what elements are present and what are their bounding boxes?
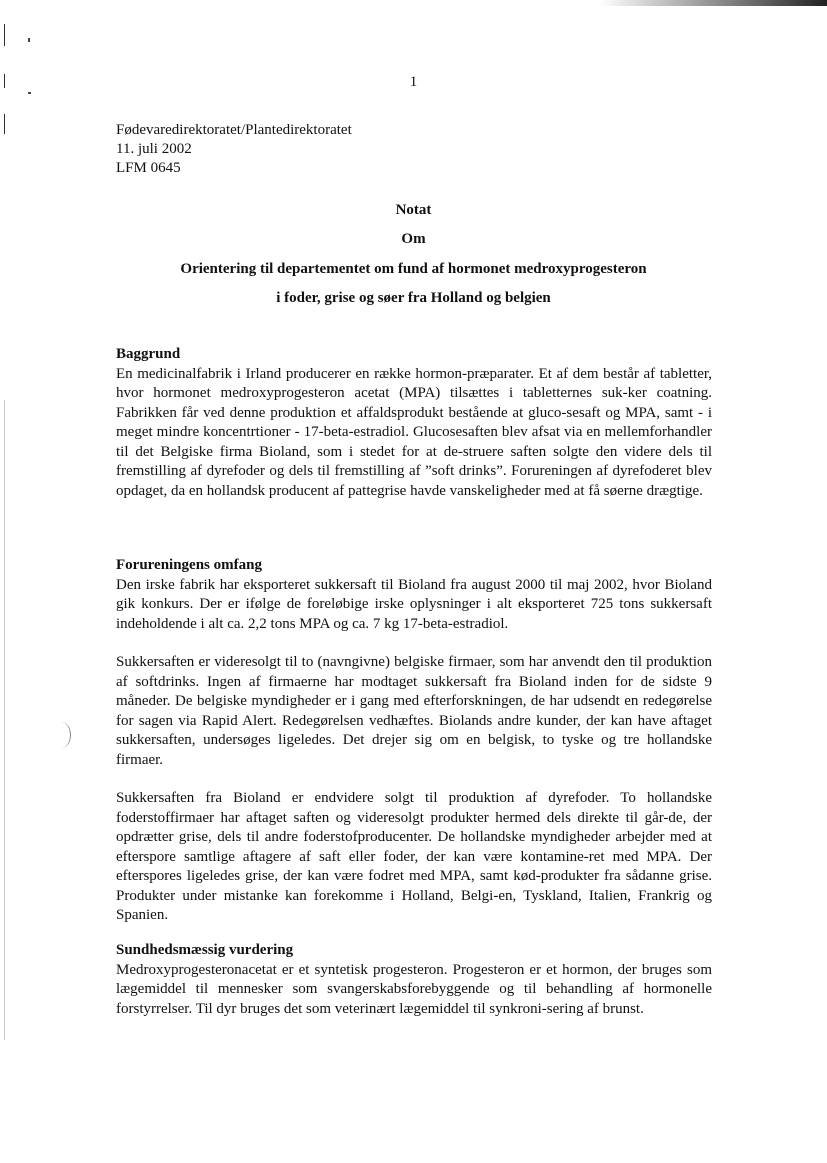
authority-name: Fødevaredirektoratet/Plantedirektoratet	[116, 122, 352, 138]
section-body: En medicinalfabrik i Irland producerer en række hormon-præparater. Et af dem består af tabletter, hvor hormonet medroxyprogesteron acetat (MPA) tilsættes i tabletternes suk-ker coatning. Fabrikken får ved denne produktion et affaldsprodukt bestående at gluco-sesaft og MPA, samt - i meget mindre koncentrtioner - 17-beta-estradiol. Glucosesaften blev afsat via en mellemforhandler til det Belgiske firma Bioland, som i stedet for at de-struere saften solgte den videre dels til fremstilling af dyrefoder og dels til fremstilling af ”soft drinks”. Forureningen af dyrefoderet blev opdaget, da en hollandsk producent af pattegrise havde vanskeligheder med at få søerne drægtige.	[116, 365, 712, 499]
page-number: 1	[409, 74, 418, 90]
section-body: Medroxyprogesteronacetat er et syntetisk progesteron. Progesteron er et hormon, der bruges som lægemiddel til mennesker som svangerskabsforebyggende og til behandling af hormonelle forstyrrelser. Til dyr bruges det som veterinært lægemiddel til synkroni-sering af brunst.	[116, 961, 712, 1017]
section-paragraph: Sukkersaften er videresolgt til to (navngivne) belgiske firmaer, som har anvendt den til produktion af softdrinks. Ingen af firmaerne har modtaget sukkersaft fra Bioland inden for de sidste 9 måneder. De belgiske myndigheder er i gang med efterforskningen, de har udsendt en redegørelse for sagen via Rapid Alert. Redegørelsen vedhæftes. Biolands andre kunder, der kan have aftaget sukkersaften, undersøges ligeledes. Det drejer sig om en belgisk, to tyske og tre hollandske firmaer.	[116, 654, 712, 768]
punch-hole-mark	[52, 722, 71, 748]
document-date: 11. juli 2002	[116, 141, 192, 157]
section-background	[116, 345, 712, 501]
scan-artifact	[4, 400, 5, 1040]
section-heading: Baggrund	[116, 346, 181, 362]
document-header	[116, 121, 716, 178]
scan-artifact	[4, 114, 5, 134]
section-heading: Sundhedsmæssig vurdering	[116, 942, 294, 958]
reference-number: LFM 0645	[116, 160, 181, 176]
section-extent	[116, 556, 712, 926]
scan-artifact	[4, 24, 5, 46]
section-paragraph: Sukkersaften fra Bioland er endvidere solgt til produktion af dyrefoder. To hollandske foderstoffirmaer har aftaget saften og videresolgt produkter hermed dels direkte til går-de, der opdrætter grise, dels til andre foderstofproducenter. De hollandske myndigheder arbejder med at efterspore samtlige aftagere af saft eller foder, der kan være kontamine-ret med MPA. Der efterspores ligeledes grise, der kan være fodret med MPA, samt kød-produkter fra sådanne grise. Produkter under mistanke kan forekomme i Holland, Belgi-en, Tyskland, Italien, Frankrig og Spanien.	[116, 790, 712, 923]
section-paragraph: Den irske fabrik har eksporteret sukkersaft til Bioland fra august 2000 til maj 2002, hvor Bioland gik konkurs. Der er ifølge de foreløbige irske oplysninger i alt eksporteret 725 tons sukkersaft indeholdende i alt ca. 2,2 tons MPA og ca. 7 kg 17-beta-estradiol.	[116, 576, 712, 632]
section-heading: Forureningens omfang	[116, 557, 262, 573]
scan-artifact	[28, 38, 30, 42]
title-subject-line-1: Orientering til departementet om fund af hormonet medroxyprogesteron	[180, 261, 647, 277]
title-subject-line-2: i foder, grise og søer fra Holland og belgien	[276, 290, 551, 306]
section-health	[116, 941, 712, 1019]
title-notat: Notat	[395, 202, 432, 218]
scan-artifact	[28, 92, 31, 94]
scan-edge-shadow	[600, 0, 827, 6]
title-om: Om	[401, 231, 426, 247]
